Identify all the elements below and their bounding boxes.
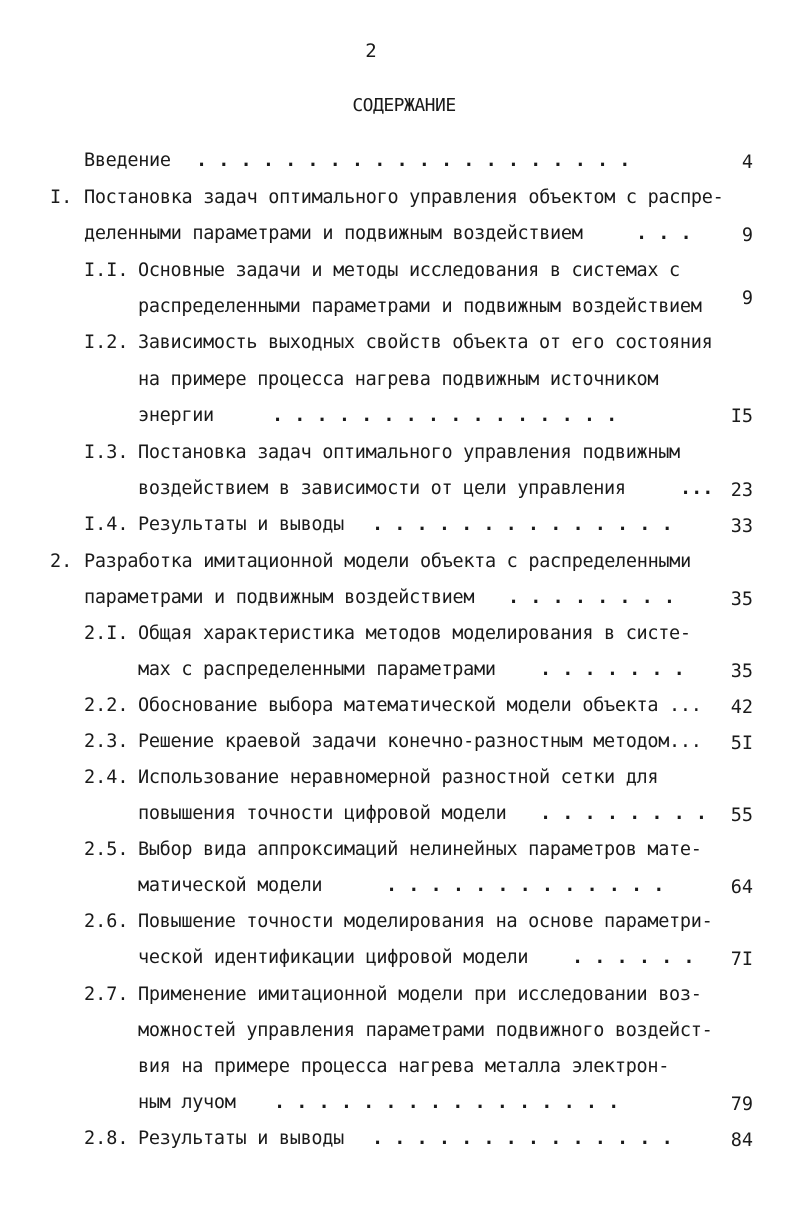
toc-entry-number: 2. [50,551,73,572]
toc-entry-title: деленными параметрами и подвижным воздействием [84,223,583,244]
toc-page: 7I [730,949,753,970]
toc-leader: . . . . . . . . . . . . . . [372,514,673,535]
toc-leader: . . . . . . . . . . . . . . . . [272,405,618,426]
toc-page: I5 [730,406,753,427]
toc-entry-number: I.I. [84,260,129,281]
toc-entry-title: распределенными параметрами и подвижным воздействием [138,296,702,317]
toc-page: 35 [730,589,753,610]
toc-entry-title: ческой идентификации цифровой модели [138,947,529,968]
toc-entry-title: Постановка задач оптимального управления подвижным [138,442,680,463]
toc-entry-title: матической модели [138,875,323,896]
toc-entry-title: воздействием в зависимости от цели управления [138,478,626,499]
toc-page: 5I [730,733,753,754]
page-title: СОДЕРЖАНИЕ [352,95,456,116]
toc-leader: . . . . . . . [540,659,685,680]
toc-entry-title: Зависимость выходных свойств объекта от его состояния [138,332,713,353]
toc-entry-number: 2.8. [84,1128,129,1149]
toc-page: 4 [741,152,753,173]
toc-entry-number: I.4. [84,514,129,535]
toc-page: 55 [730,805,753,826]
toc-page: 23 [730,480,753,501]
toc-entry-number: I.3. [84,442,129,463]
toc-page: 9 [741,225,753,246]
toc-entry-number: I.2. [84,332,129,353]
toc-entry-title: Общая характеристика методов моделирования в систе- [138,623,691,644]
toc-leader: . . . . . . . . . . . . . [386,875,665,896]
toc-entry-title: ным лучом [138,1092,236,1113]
toc-leader: . . . [636,223,692,244]
toc-entry-title: на примере процесса нагрева подвижным источником [138,369,659,390]
toc-leader: . . . . . . . . [540,803,708,824]
toc-entry-title: Обоснование выбора математической модели объекта ... [138,695,702,716]
toc-entry-title: вия на примере процесса нагрева металла электрон- [138,1056,670,1077]
toc-entry-title: Повышение точности моделирования на основе параметри- [138,911,713,932]
toc-page: 35 [730,661,753,682]
toc-entry-number: I. [50,187,73,208]
toc-leader: . . . . . . [572,947,695,968]
toc-entry-title: можностей управления параметрами подвижного воздейст- [138,1020,713,1041]
toc-entry-title: повышения точности цифровой модели [138,803,507,824]
toc-entry-title: энергии [138,405,214,426]
toc-entry-number: 2.4. [84,767,129,788]
toc-entry-title: Использование неравномерной разностной сетки для [138,767,659,788]
toc-entry-number: 2.I. [84,623,129,644]
toc-entry-title: Применение имитационной модели при исследовании воз- [138,984,702,1005]
toc-entry-title: Результаты и выводы [138,514,344,535]
toc-page: 42 [730,697,753,718]
toc-entry-title: Выбор вида аппроксимаций нелинейных параметров мате- [138,839,702,860]
toc-entry-number: 2.7. [84,984,129,1005]
toc-leader: . . . . . . . . . . . . . . . . . . . . [196,150,631,171]
toc-entry-title: Разработка имитационной модели объекта с распределенными [84,551,691,572]
toc-entry-title: Решение краевой задачи конечно-разностным методом... [138,731,702,752]
toc-leader: . . . . . . . . . . . . . . [372,1128,673,1149]
toc-entry-number: 2.5. [84,839,129,860]
toc-entry-title: Основные задачи и методы исследования в системах с [138,260,680,281]
toc-entry-number: 2.6. [84,911,129,932]
toc-entry-number: 2.3. [84,731,129,752]
toc-leader: . . . . . . . . [508,587,676,608]
toc-entry-title: мах с распределенными параметрами [138,659,496,680]
toc-leader: ... [680,478,714,499]
toc-entry-title: Постановка задач оптимального управления объектом с распре- [84,187,724,208]
toc-page: 9 [741,288,753,309]
toc-page: 64 [730,877,753,898]
toc-entry-title: Введение [84,150,171,171]
toc-entry-title: параметрами и подвижным воздействием [84,587,475,608]
toc-entry-title: Результаты и выводы [138,1128,344,1149]
toc-page: 84 [730,1130,753,1151]
page-number: 2 [365,40,377,62]
toc-page: 79 [730,1094,753,1115]
toc-leader: . . . . . . . . . . . . . . . . [274,1092,620,1113]
toc-entry-number: 2.2. [84,695,129,716]
toc-page: 33 [730,516,753,537]
